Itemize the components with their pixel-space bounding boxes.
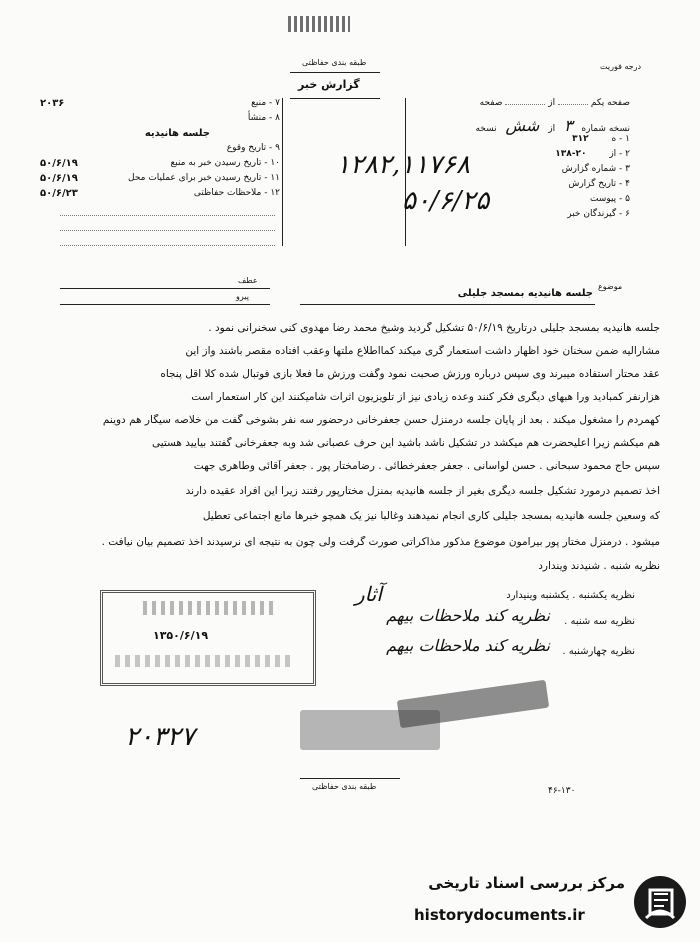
brand-watermark xyxy=(400,868,696,938)
atf-rule xyxy=(60,288,270,289)
body-line-9: که وسعین جلسه هانیدیه بمسجد جلیلی کاری انجام نمیدهند وغالبا نیز یک همچو خبرها مانع اجتماعی تعطیل xyxy=(202,510,660,522)
body-line-8: اخذ تصمیم درمورد تشکیل جلسه دیگری بغیر از جلسه هانیدیه بمنزل مختارپور رفتند زیرا این افراد عقیده دارند xyxy=(185,485,660,497)
opinion-sunday: نظریه یکشنبه . یکشنبه وینیدارد xyxy=(506,590,635,601)
bottom-handwritten-number: ۲۰۳۲۷ xyxy=(125,722,195,752)
peyro-label: پیرو xyxy=(236,292,249,301)
stamp-faded-row xyxy=(143,601,273,615)
copy-label: نسخه شماره xyxy=(581,124,630,134)
body-line-3: عقد محتار استفاده میبرند وی سپس درباره ورزش صحبت نمود وگفت ورزش ما فعلا بازی فوتبال شده کلا اقل پنجاه xyxy=(160,368,660,380)
left-item-7: ۷ - منبع ۲۰۳۶ xyxy=(40,98,280,109)
body-line-4: هزارنفر کمبادید ورا هبهای دیگری فکر کنند وعده زیادی نیز از تلویزیون اثرات شامیکنند این کار استعمار است xyxy=(191,391,660,403)
brand-logo-icon xyxy=(632,874,688,930)
classification-label-bottom: طبقه بندی حفاظتی xyxy=(312,782,377,791)
brand-url: historydocuments.ir xyxy=(414,906,585,924)
atf-label: عطف xyxy=(238,276,258,285)
left-items xyxy=(40,98,280,203)
header-rule xyxy=(290,72,380,73)
page-word: صفحه xyxy=(479,98,503,108)
left-item-source-name: جلسه هانیدیه xyxy=(144,128,210,139)
hw-tuesday: نظریه کند ملاحظات بیهم xyxy=(386,606,550,625)
right-item-2: ۲ - از ۲۰-۱۳۸ xyxy=(555,149,630,159)
left-column-rule xyxy=(282,98,283,246)
subject-value: جلسه هانیدیه بمسجد جلیلی xyxy=(457,288,593,299)
page-label: صفحه یکم xyxy=(590,98,630,108)
handwritten-copy-no: ۳ xyxy=(563,116,573,135)
opinion-tuesday: نظریه سه شنبه . xyxy=(564,616,635,627)
copy-of: از xyxy=(548,124,556,134)
body-line-1: جلسه هانیدیه بمسجد جلیلی درتاریخ ۵۰/۶/۱۹ تشکیل گردید وشیخ محمد رضا مهدوی کنی سخنرانی نمود . xyxy=(208,322,660,334)
left-dots-1 xyxy=(60,215,275,216)
stamp-faded-row-2 xyxy=(115,655,295,667)
left-item-8: ۸ - منشأ xyxy=(247,113,280,123)
handwritten-ref: ۱۲۸۲,۱۱۷۶۸ xyxy=(336,150,470,180)
body-line-11: نظریه شنبه . شنیدند ویندارد xyxy=(538,560,660,572)
report-title: گزارش خبر xyxy=(298,78,360,91)
left-item-11: ۱۱ - تاریخ رسیدن خبر برای عملیات محل ۵۰/۶/۱۹ xyxy=(40,173,280,184)
top-stamp-mark xyxy=(288,16,350,32)
copy-word: نسخه xyxy=(475,124,497,134)
left-item-12: ۱۲ - ملاحظات حفاظتی ۵۰/۶/۲۳ xyxy=(40,188,280,199)
body-line-5: کهمردم را مشغول میکند . بعد از پایان جلسه درمنزل حسن جعفرخانی درحضور سه نفر بشوخی گفت من خلاصه سیگار هم دوینم xyxy=(102,414,660,426)
page-of: از xyxy=(548,98,556,108)
priority-label: درجه فوریت xyxy=(600,62,642,71)
received-stamp xyxy=(100,590,316,686)
right-item-3: ۳ - شماره گزارش xyxy=(561,164,630,174)
stamp-date: ۱۳۵۰/۶/۱۹ xyxy=(153,629,209,642)
left-dots-2 xyxy=(60,230,275,231)
left-dots-3 xyxy=(60,245,275,246)
left-item-9: ۹ - تاریخ وقوع xyxy=(226,143,280,153)
body-line-10: میشود . درمنزل مختار پور بیرامون موضوع مذکور مذاکراتی صورت گرفت ولی چون به نتیجه ای نرسیدند اخذ تصمیم بیان نیافت . xyxy=(101,536,660,548)
footer-rule xyxy=(300,778,400,779)
form-code: ۴۶-۱۳۰ xyxy=(548,786,576,796)
signature-blot-2 xyxy=(300,710,440,750)
right-item-6: ۶ - گیرندگان خبر xyxy=(567,209,630,219)
body-line-7: سپس حاج محمود سبحانی . حسن لواسانی . جعفر جعفرخطائی . رضامختار پور . جعفر آقائی وطاهری جهت xyxy=(193,460,660,472)
classification-label-top: طبقه بندی حفاظتی xyxy=(302,58,367,67)
body-line-6: هم میکشم زیرا اعلیحضرت هم میکشد در تشکیل ناشد باشید این حرف عصبانی شد وبه جعفرخانی گفتند بیایید هستیی xyxy=(151,437,660,449)
copy-count-field xyxy=(410,116,630,135)
peyro-rule xyxy=(60,304,270,305)
body-line-2: مشارالیه ضمن سخنان خود اظهار داشت استعمار گری میکند کمااطلاع ملتها وعقب افتاده مقصر باشند واز این xyxy=(185,345,660,357)
hw-sunday: آثار xyxy=(355,582,382,606)
right-item-5: ۵ - پیوست xyxy=(589,194,630,204)
right-item-1: ۱ - ه ۳۱۲ xyxy=(572,134,630,144)
hw-wednesday: نظریه کند ملاحظات بیهم xyxy=(386,636,550,655)
header-rule-2 xyxy=(290,98,380,99)
subject-rule xyxy=(300,304,595,305)
left-item-10: ۱۰ - تاریخ رسیدن خبر به منبع ۵۰/۶/۱۹ xyxy=(40,158,280,169)
brand-name-fa: مرکز بررسی اسناد تاریخی xyxy=(428,874,625,892)
page-count-field xyxy=(410,98,630,108)
handwritten-copy-total: شش xyxy=(505,116,540,135)
subject-label: موضوع xyxy=(598,282,623,291)
handwritten-date: ۵۰/۶/۲۵ xyxy=(402,186,490,216)
right-item-4: ۴ - تاریخ گزارش xyxy=(568,179,630,189)
opinion-wednesday: نظریه چهارشنبه . xyxy=(562,646,635,657)
